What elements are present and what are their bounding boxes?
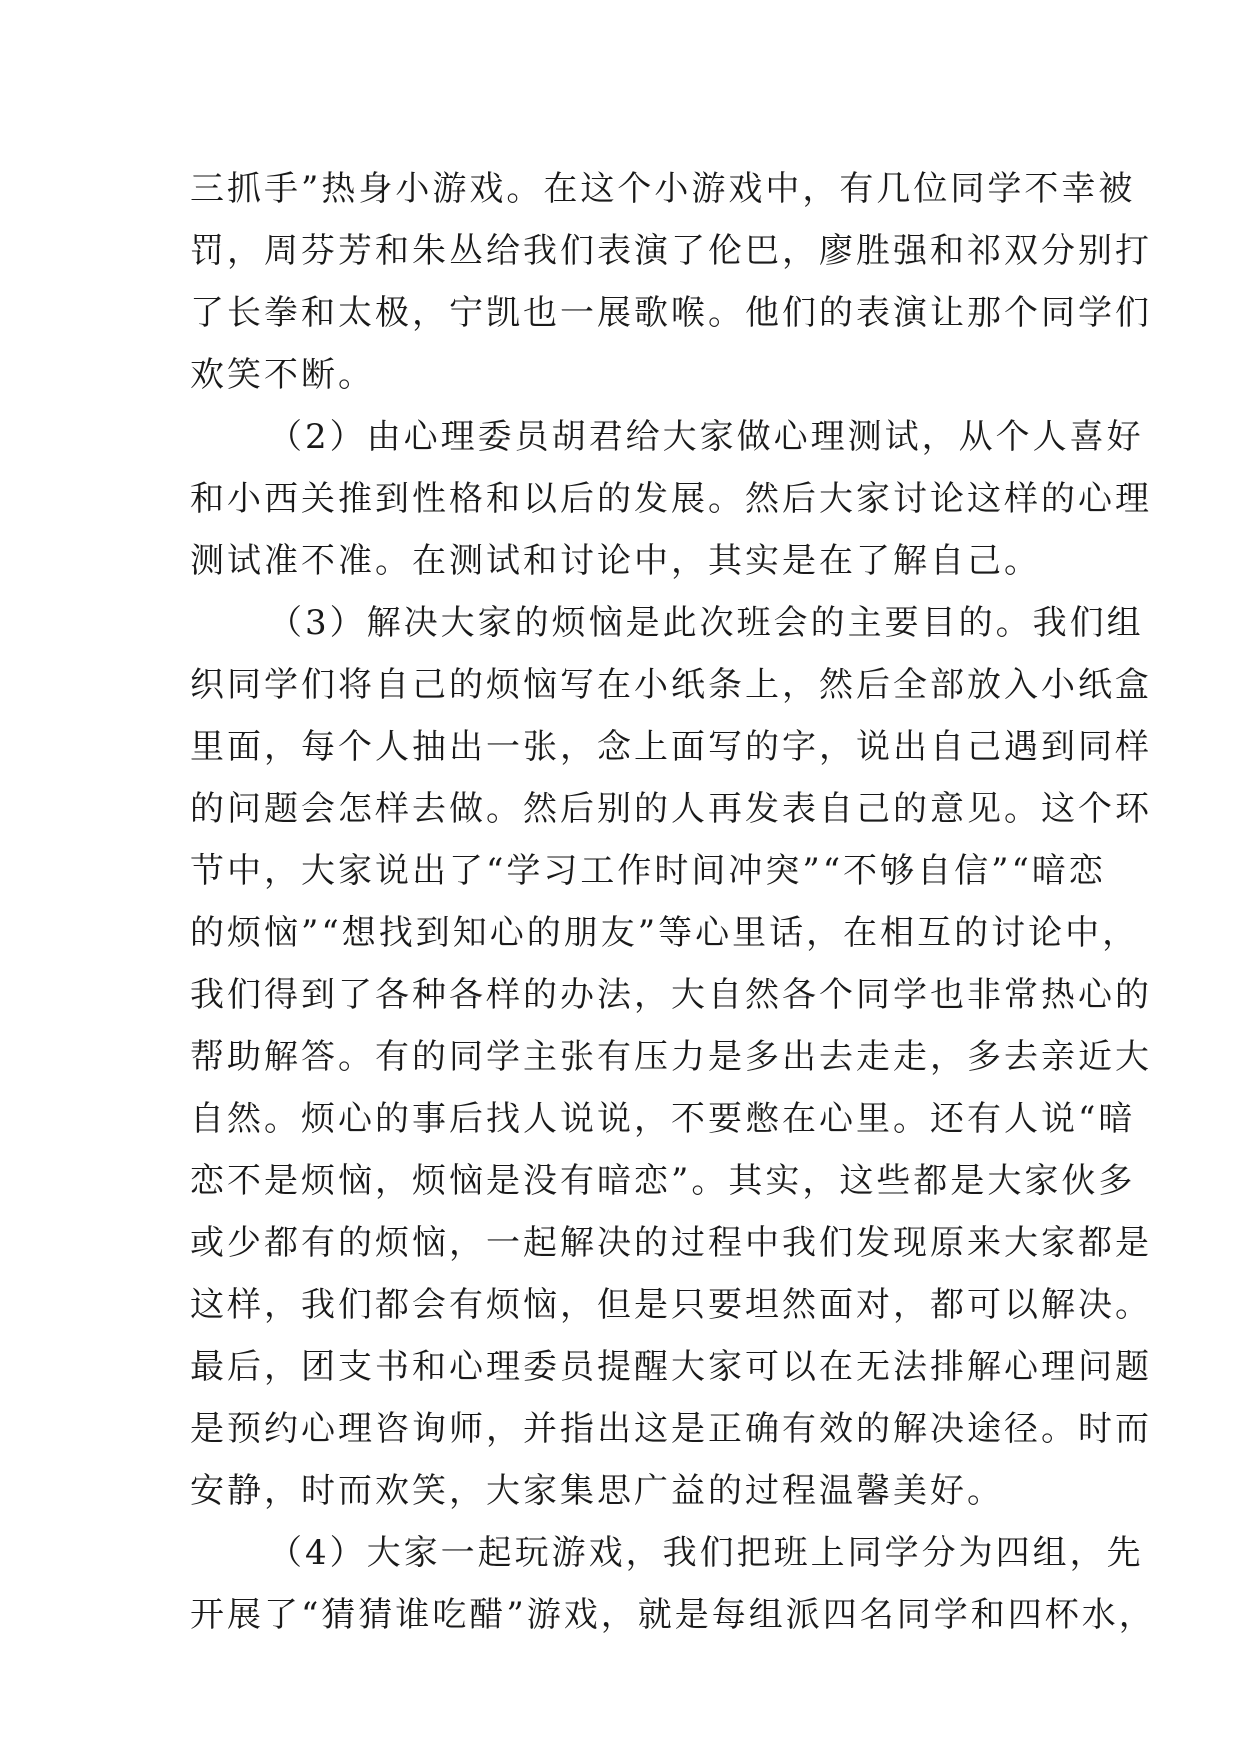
text-line: 罚，周芬芳和朱丛给我们表演了伦巴，廖胜强和祁双分别打 (190, 231, 1152, 271)
text-line: 或少都有的烦恼，一起解决的过程中我们发现原来大家都是 (190, 1223, 1152, 1263)
text-line: 织同学们将自己的烦恼写在小纸条上，然后全部放入小纸盒 (190, 665, 1152, 705)
text-line: 的问题会怎样去做。然后别的人再发表自己的意见。这个环 (190, 789, 1152, 829)
text-line: 恋不是烦恼，烦恼是没有暗恋”。其实，这些都是大家伙多 (190, 1161, 1136, 1201)
text-line: 的烦恼”“想找到知心的朋友”等心里话，在相互的讨论中， (190, 913, 1140, 953)
text-line: 安静，时而欢笑，大家集思广益的过程温馨美好。 (190, 1471, 1004, 1511)
text-line: 欢笑不断。 (190, 355, 375, 395)
text-line: 了长拳和太极，宁凯也一展歌喉。他们的表演让那个同学们 (190, 293, 1152, 333)
text-line: 开展了“猜猜谁吃醋”游戏，就是每组派四名同学和四杯水， (190, 1595, 1156, 1635)
paragraph-3-first-line: （3）解决大家的烦恼是此次班会的主要目的。我们组 (268, 603, 1144, 643)
text-line: 测试准不准。在测试和讨论中，其实是在了解自己。 (190, 541, 1041, 581)
text-line: 这样，我们都会有烦恼，但是只要坦然面对，都可以解决。 (190, 1285, 1152, 1325)
text-line: 里面，每个人抽出一张，念上面写的字，说出自己遇到同样 (190, 727, 1152, 767)
text-line: 节中，大家说出了“学习工作时间冲突”“不够自信”“暗恋 (190, 851, 1106, 891)
paragraph-4-first-line: （4）大家一起玩游戏，我们把班上同学分为四组，先 (268, 1533, 1144, 1573)
document-body (190, 158, 1156, 1646)
text-line: 三抓手”热身小游戏。在这个小游戏中，有几位同学不幸被 (190, 169, 1136, 209)
text-line: 自然。烦心的事后找人说说，不要憋在心里。还有人说“暗 (190, 1099, 1136, 1139)
text-line: 最后，团支书和心理委员提醒大家可以在无法排解心理问题 (190, 1347, 1152, 1387)
text-line: 和小西关推到性格和以后的发展。然后大家讨论这样的心理 (190, 479, 1152, 519)
paragraph-2-first-line: （2）由心理委员胡君给大家做心理测试，从个人喜好 (268, 417, 1144, 457)
text-line: 帮助解答。有的同学主张有压力是多出去走走，多去亲近大 (190, 1037, 1152, 1077)
text-line: 我们得到了各种各样的办法，大自然各个同学也非常热心的 (190, 975, 1152, 1015)
text-line: 是预约心理咨询师，并指出这是正确有效的解决途径。时而 (190, 1409, 1152, 1449)
